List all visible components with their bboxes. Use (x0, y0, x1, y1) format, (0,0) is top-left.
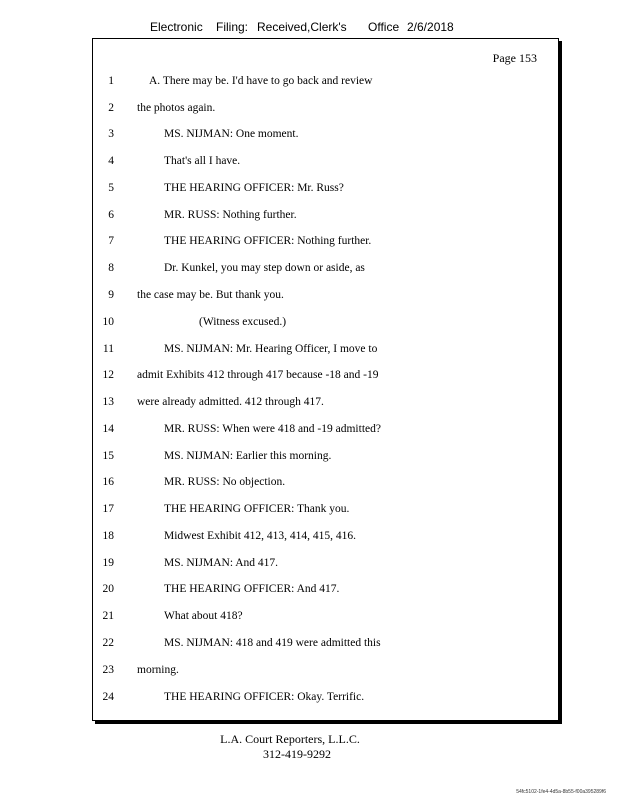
line-text: THE HEARING OFFICER: And 417. (164, 583, 340, 595)
line-number: 4 (108, 155, 114, 167)
line-text: MR. RUSS: No objection. (164, 476, 286, 488)
reporter-company: L.A. Court Reporters, L.L.C. (220, 732, 360, 746)
line-number: 9 (108, 289, 114, 301)
transcript-line (93, 73, 558, 89)
line-number: 21 (102, 610, 114, 622)
line-text: THE HEARING OFFICER: Nothing further. (164, 235, 372, 247)
line-text: MS. NIJMAN: 418 and 419 were admitted this (164, 637, 381, 649)
transcript-line (93, 100, 558, 116)
transcript-line (93, 314, 558, 330)
line-number: 12 (102, 369, 114, 381)
line-number: 7 (108, 235, 114, 247)
filing-word-filing: Filing: (216, 20, 249, 34)
page-number: Page 153 (492, 51, 537, 65)
line-number: 2 (108, 102, 114, 114)
transcript-line (93, 207, 558, 223)
reporter-footer (200, 732, 380, 762)
transcript-line (93, 367, 558, 383)
line-number: 14 (102, 423, 114, 435)
transcript-line (93, 501, 558, 517)
line-number: 24 (102, 691, 114, 703)
line-text: MS. NIJMAN: One moment. (164, 128, 299, 140)
line-text: THE HEARING OFFICER: Okay. Terrific. (164, 691, 365, 703)
line-number: 19 (102, 557, 114, 569)
transcript-line (93, 287, 558, 303)
line-text: admit Exhibits 412 through 417 because -18 and -19 (137, 369, 379, 381)
line-number: 3 (108, 128, 114, 140)
transcript-line (93, 662, 558, 678)
transcript-line (93, 608, 558, 624)
line-number: 16 (102, 476, 114, 488)
line-text: the photos again. (137, 102, 216, 114)
line-number: 23 (102, 664, 114, 676)
line-number: 15 (102, 450, 114, 462)
line-number: 6 (108, 209, 114, 221)
transcript-line (93, 528, 558, 544)
reporter-phone: 312-419-9292 (263, 747, 331, 761)
document-id: 54fc5102-1fe4-4d5a-8b55-f00a395289f6 (516, 789, 606, 795)
transcript-line (93, 689, 558, 705)
line-number: 8 (108, 262, 114, 274)
filing-word-office: Office (368, 20, 400, 34)
line-text: MR. RUSS: When were 418 and -19 admitted? (164, 423, 381, 435)
line-text: MS. NIJMAN: And 417. (164, 557, 279, 569)
line-number: 18 (102, 530, 114, 542)
transcript-line (93, 180, 558, 196)
line-number: 5 (108, 182, 114, 194)
line-text: morning. (137, 664, 179, 676)
transcript-line (93, 474, 558, 490)
line-number: 11 (102, 343, 114, 355)
line-number: 10 (102, 316, 114, 328)
line-text: MS. NIJMAN: Mr. Hearing Officer, I move to (164, 343, 378, 355)
transcript-line (93, 581, 558, 597)
transcript-line (93, 153, 558, 169)
transcript-line (93, 233, 558, 249)
line-text: (Witness excused.) (199, 316, 287, 328)
transcript-page (92, 38, 559, 721)
transcript-line (93, 555, 558, 571)
line-text: A. There may be. I'd have to go back and review (149, 75, 373, 87)
filing-word-electronic: Electronic (150, 20, 203, 34)
filing-date: 2/6/2018 (407, 20, 454, 34)
transcript-line (93, 448, 558, 464)
transcript-line (93, 260, 558, 276)
line-text: the case may be. But thank you. (137, 289, 284, 301)
transcript-line (93, 394, 558, 410)
line-text: were already admitted. 412 through 417. (137, 396, 324, 408)
line-text: THE HEARING OFFICER: Thank you. (164, 503, 350, 515)
line-text: That's all I have. (164, 155, 241, 167)
line-text: MS. NIJMAN: Earlier this morning. (164, 450, 332, 462)
transcript-line (93, 635, 558, 651)
line-number: 20 (102, 583, 114, 595)
transcript-line (93, 126, 558, 142)
line-text: Midwest Exhibit 412, 413, 414, 415, 416. (164, 530, 356, 542)
line-number: 13 (102, 396, 114, 408)
line-text: THE HEARING OFFICER: Mr. Russ? (164, 182, 344, 194)
line-text: MR. RUSS: Nothing further. (164, 209, 297, 221)
transcript-line (93, 421, 558, 437)
filing-word-received: Received,Clerk's (257, 20, 347, 34)
line-number: 17 (102, 503, 114, 515)
line-text: Dr. Kunkel, you may step down or aside, as (164, 262, 365, 274)
line-number: 1 (108, 75, 114, 87)
line-number: 22 (102, 637, 114, 649)
transcript-line (93, 341, 558, 357)
line-text: What about 418? (164, 610, 243, 622)
